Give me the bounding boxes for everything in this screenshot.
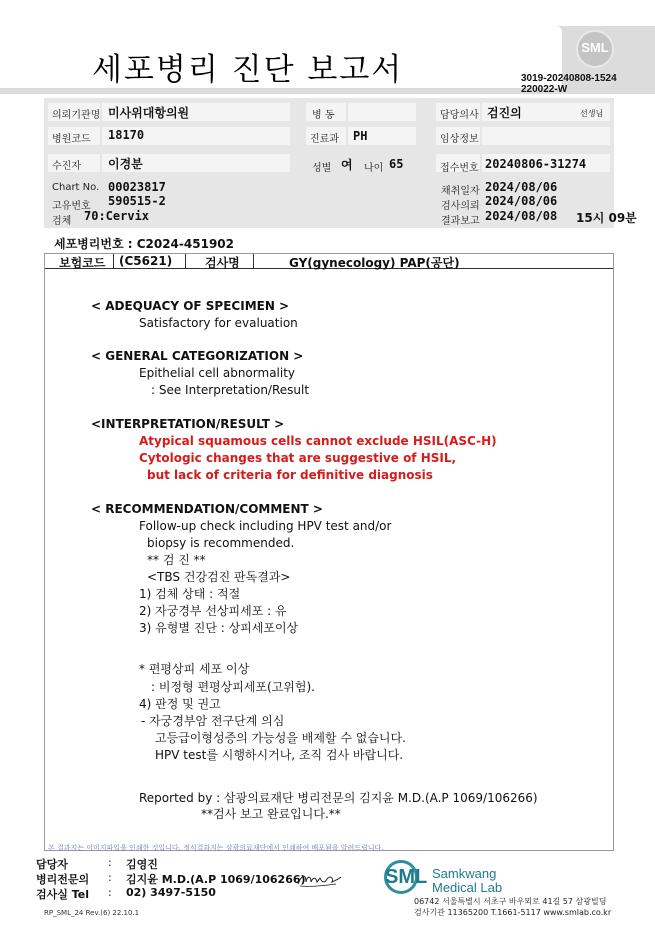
age-value: 65 <box>389 157 404 171</box>
general-text-2: : See Interpretation/Result <box>151 383 310 397</box>
hospital-code-label: 병원코드 <box>52 134 91 145</box>
patient-label: 수진자 <box>52 161 81 172</box>
recommendation-line: HPV test를 시행하시거나, 조직 검사 바랍니다. <box>155 748 404 762</box>
recommendation-line: 3) 유형별 진단 : 상피세포이상 <box>139 621 299 635</box>
test-name-value: GY(gynecology) PAP(공단) <box>289 256 460 270</box>
test-name-label: 검사명 <box>205 256 240 270</box>
recommendation-line: - 자궁경부암 전구단계 의심 <box>141 714 285 728</box>
adequacy-title: < ADEQUACY OF SPECIMEN > <box>91 299 290 313</box>
recommendation-line: 고등급이형성증의 가능성을 배제할 수 없습니다. <box>155 731 406 745</box>
doctor-value: 검진의 <box>487 106 522 120</box>
header-divider <box>253 254 254 269</box>
colon: : <box>108 871 112 884</box>
department-label: 진료과 <box>310 134 339 145</box>
recommendation-line: Follow-up check including HPV test and/or <box>139 519 392 533</box>
recommendation-line: * 편평상피 세포 이상 <box>139 662 250 676</box>
unique-no-label: 고유번호 <box>52 201 91 212</box>
company-name-line1: Samkwang <box>432 866 497 881</box>
lab-tel-label: 검사실 Tel <box>36 888 89 901</box>
test-header-row <box>45 254 613 269</box>
report-id <box>521 73 617 95</box>
age-label: 나이 <box>364 163 384 174</box>
pathologist-value: 김지윤 M.D.(A.P 1069/106266) <box>126 873 306 886</box>
specimen-label: 검체 <box>52 216 72 227</box>
receipt-label: 접수번호 <box>440 163 479 174</box>
general-text-1: Epithelial cell abnormality <box>139 366 296 380</box>
company-lab-info: 검사기관 11365200 T.1661-5117 www.smlab.co.kr <box>414 908 612 917</box>
insurance-code-label: 보험코드 <box>59 256 106 270</box>
clinical-info-label: 임상정보 <box>440 134 479 145</box>
value-cell <box>348 103 416 121</box>
recommendation-line: <TBS 건강검진 판독결과> <box>147 570 291 584</box>
result-date-value: 2024/08/08 <box>485 209 558 223</box>
interpretation-title: <INTERPRETATION/RESULT > <box>91 417 285 431</box>
patient-value: 이경분 <box>108 157 143 171</box>
report-id-line2: 220022-W <box>521 84 568 95</box>
manager-label: 담당자 <box>36 858 68 871</box>
recommendation-line: biopsy is recommended. <box>147 536 295 550</box>
collection-date-label: 채취일자 <box>441 186 480 197</box>
print-notice: 본 결과지는 이미지파일을 인쇄한 것입니다. 정식결과지는 삼광의료재단에서 인쇄하여 배포됨을 알려드립니다. <box>48 844 384 852</box>
company-address: 06742 서울특별시 서초구 바우뫼로 41길 57 삼광빌딩 <box>414 897 607 906</box>
sex-label: 성별 <box>312 163 332 174</box>
recommendation-line: 2) 자궁경부 선상피세포 : 유 <box>139 604 287 618</box>
interpretation-result-3: but lack of criteria for definitive diagnosis <box>147 468 433 482</box>
page-title: 세포병리 진단 보고서 <box>92 52 404 88</box>
recommendation-line: ** 검 진 ** <box>147 553 206 567</box>
company-name-line2: Medical Lab <box>432 880 503 895</box>
manager-value: 김영진 <box>126 858 158 871</box>
chart-value: 00023817 <box>108 180 166 194</box>
recommendation-title: < RECOMMENDATION/COMMENT > <box>91 502 323 516</box>
recommendation-line: : 비정형 편평상피세포(고위험). <box>151 680 315 694</box>
recommendation-line: 1) 검체 상태 : 적절 <box>139 587 241 601</box>
collection-date-value: 2024/08/06 <box>485 180 558 194</box>
sml-logo-text: SML <box>581 40 609 55</box>
report-id-line1: 3019-20240808-1524 <box>521 73 617 84</box>
colon: : <box>108 856 112 869</box>
request-date-label: 검사의뢰 <box>441 201 480 212</box>
adequacy-text: Satisfactory for evaluation <box>139 316 298 330</box>
report-complete: **검사 보고 완료입니다.** <box>201 807 341 821</box>
sex-value: 여 <box>341 158 353 172</box>
department-value: PH <box>353 129 368 143</box>
result-date-label: 결과보고 <box>441 216 480 227</box>
header-divider <box>113 254 114 269</box>
header-divider <box>185 254 186 269</box>
pathology-number: 세포병리번호 : C2024-451902 <box>54 237 234 251</box>
interpretation-result-2: Cytologic changes that are suggestive of HSIL, <box>139 451 457 465</box>
clinic-label: 의뢰기관명 <box>52 110 101 121</box>
signature-icon <box>296 870 342 890</box>
recommendation-line: 4) 판정 및 권고 <box>139 697 221 711</box>
reported-by: Reported by : 삼광의료재단 병리전문의 김지윤 M.D.(A.P 1069/106266) <box>139 791 538 805</box>
clinic-value: 미사위대항의원 <box>108 106 190 120</box>
receipt-value: 20240806-31274 <box>485 157 587 171</box>
specimen-value: 70:Cervix <box>84 209 150 223</box>
chart-label: Chart No. <box>52 182 100 193</box>
result-time-value: 15시 09분 <box>576 211 637 225</box>
hospital-code-value: 18170 <box>108 128 145 142</box>
form-code: RP_SML_24 Rev.(6) 22.10.1 <box>44 909 140 917</box>
pathologist-label: 병리전문의 <box>36 873 90 886</box>
interpretation-result-1: Atypical squamous cells cannot exclude HSIL(ASC-H) <box>139 434 497 448</box>
report-content-frame <box>44 253 614 851</box>
company-logo-text: SML <box>385 866 428 888</box>
value-cell <box>482 127 610 145</box>
doctor-suffix: 선생님 <box>580 109 604 118</box>
insurance-code-value: (C5621) <box>119 254 173 268</box>
request-date-value: 2024/08/06 <box>485 194 558 208</box>
colon: : <box>108 886 112 899</box>
general-title: < GENERAL CATEGORIZATION > <box>91 349 304 363</box>
unique-no-value: 590515-2 <box>108 194 166 208</box>
ward-label: 병 동 <box>312 110 335 121</box>
lab-tel-value: 02) 3497-5150 <box>126 886 216 899</box>
doctor-label: 담당의사 <box>440 110 479 121</box>
